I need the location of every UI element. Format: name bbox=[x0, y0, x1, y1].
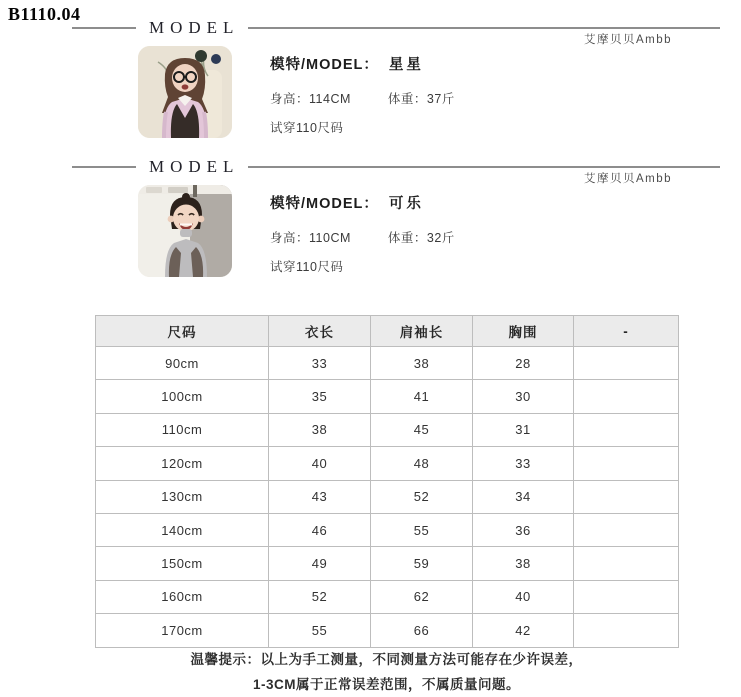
model-section-1 bbox=[0, 0, 741, 139]
measurement-cell: 33 bbox=[473, 447, 574, 480]
divider-line bbox=[248, 166, 720, 168]
brand-label: 艾摩贝贝Ambb bbox=[583, 34, 672, 46]
measurement-cell bbox=[574, 447, 679, 480]
measurement-cell: 40 bbox=[473, 580, 574, 613]
product-code: B1110.04 bbox=[8, 4, 81, 24]
table-row bbox=[96, 513, 679, 546]
size-cell: 120cm bbox=[96, 447, 269, 480]
model-label: 模特/MODEL： bbox=[270, 57, 379, 73]
measurement-cell: 59 bbox=[371, 547, 473, 580]
measurement-cell: 62 bbox=[371, 580, 473, 613]
measurement-cell: 38 bbox=[473, 547, 574, 580]
model-name-line bbox=[270, 53, 455, 74]
measurement-cell: 38 bbox=[371, 347, 473, 380]
measurement-cell bbox=[574, 513, 679, 546]
table-row bbox=[96, 447, 679, 480]
model-name-line bbox=[270, 192, 455, 213]
model-stats-line bbox=[270, 89, 455, 107]
model-photo bbox=[138, 46, 232, 138]
measurement-cell: 52 bbox=[269, 580, 371, 613]
measurement-cell bbox=[574, 413, 679, 446]
divider-line bbox=[72, 27, 136, 29]
measurement-cell bbox=[574, 347, 679, 380]
measurement-cell: 33 bbox=[269, 347, 371, 380]
measurement-note bbox=[95, 647, 678, 697]
divider-line bbox=[72, 166, 136, 168]
model-name: 星星 bbox=[388, 57, 424, 73]
section-title: MODEL bbox=[149, 18, 240, 37]
model-info bbox=[270, 192, 455, 275]
size-table bbox=[95, 315, 679, 648]
fit-note: 试穿110尺码 bbox=[270, 260, 344, 274]
measurement-cell bbox=[574, 614, 679, 647]
note-line-1: 温馨提示：以上为手工测量，不同测量方法可能存在少许误差， bbox=[190, 652, 583, 667]
size-cell: 90cm bbox=[96, 347, 269, 380]
table-row bbox=[96, 614, 679, 647]
measurement-cell: 43 bbox=[269, 480, 371, 513]
measurement-cell: 42 bbox=[473, 614, 574, 647]
size-cell: 130cm bbox=[96, 480, 269, 513]
measurement-cell bbox=[574, 580, 679, 613]
size-table-body bbox=[96, 347, 679, 648]
measurement-cell bbox=[574, 380, 679, 413]
measurement-cell: 35 bbox=[269, 380, 371, 413]
column-header: 胸围 bbox=[473, 316, 574, 347]
measurement-cell: 52 bbox=[371, 480, 473, 513]
size-table-head bbox=[96, 316, 679, 347]
size-cell: 160cm bbox=[96, 580, 269, 613]
brand-label: 艾摩贝贝Ambb bbox=[583, 173, 672, 185]
note-line-2: 1-3CM属于正常误差范围，不属质量问题。 bbox=[252, 677, 520, 692]
height-stat: 身高：110CM bbox=[270, 231, 351, 245]
measurement-cell: 45 bbox=[371, 413, 473, 446]
fit-note: 试穿110尺码 bbox=[270, 121, 344, 135]
column-header: 尺码 bbox=[96, 316, 269, 347]
size-cell: 150cm bbox=[96, 547, 269, 580]
measurement-cell: 40 bbox=[269, 447, 371, 480]
model-name: 可乐 bbox=[388, 196, 424, 212]
model-photo-illustration bbox=[138, 185, 232, 277]
height-stat: 身高：114CM bbox=[270, 92, 351, 106]
measurement-cell: 48 bbox=[371, 447, 473, 480]
model-info bbox=[270, 53, 455, 136]
table-row bbox=[96, 380, 679, 413]
measurement-cell: 30 bbox=[473, 380, 574, 413]
size-cell: 100cm bbox=[96, 380, 269, 413]
measurement-cell: 49 bbox=[269, 547, 371, 580]
model-label: 模特/MODEL： bbox=[270, 196, 379, 212]
measurement-cell: 66 bbox=[371, 614, 473, 647]
size-cell: 140cm bbox=[96, 513, 269, 546]
table-row bbox=[96, 347, 679, 380]
weight-stat: 体重：32斤 bbox=[387, 231, 455, 245]
model-section-2 bbox=[0, 139, 741, 278]
measurement-cell: 38 bbox=[269, 413, 371, 446]
measurement-cell: 34 bbox=[473, 480, 574, 513]
measurement-cell: 41 bbox=[371, 380, 473, 413]
table-row bbox=[96, 547, 679, 580]
measurement-cell bbox=[574, 547, 679, 580]
table-row bbox=[96, 580, 679, 613]
model-photo bbox=[138, 185, 232, 277]
size-cell: 110cm bbox=[96, 413, 269, 446]
measurement-cell: 55 bbox=[269, 614, 371, 647]
model-photo-illustration bbox=[138, 46, 232, 138]
measurement-cell: 46 bbox=[269, 513, 371, 546]
column-header: - bbox=[574, 316, 679, 347]
column-header: 衣长 bbox=[269, 316, 371, 347]
measurement-cell: 31 bbox=[473, 413, 574, 446]
weight-stat: 体重：37斤 bbox=[387, 92, 455, 106]
table-row bbox=[96, 413, 679, 446]
measurement-cell bbox=[574, 480, 679, 513]
table-row bbox=[96, 480, 679, 513]
section-title: MODEL bbox=[149, 157, 240, 176]
model-stats-line bbox=[270, 228, 455, 246]
measurement-cell: 55 bbox=[371, 513, 473, 546]
divider-line bbox=[248, 27, 720, 29]
measurement-cell: 28 bbox=[473, 347, 574, 380]
measurement-cell: 36 bbox=[473, 513, 574, 546]
column-header: 肩袖长 bbox=[371, 316, 473, 347]
size-cell: 170cm bbox=[96, 614, 269, 647]
size-table-header-row bbox=[96, 316, 679, 347]
